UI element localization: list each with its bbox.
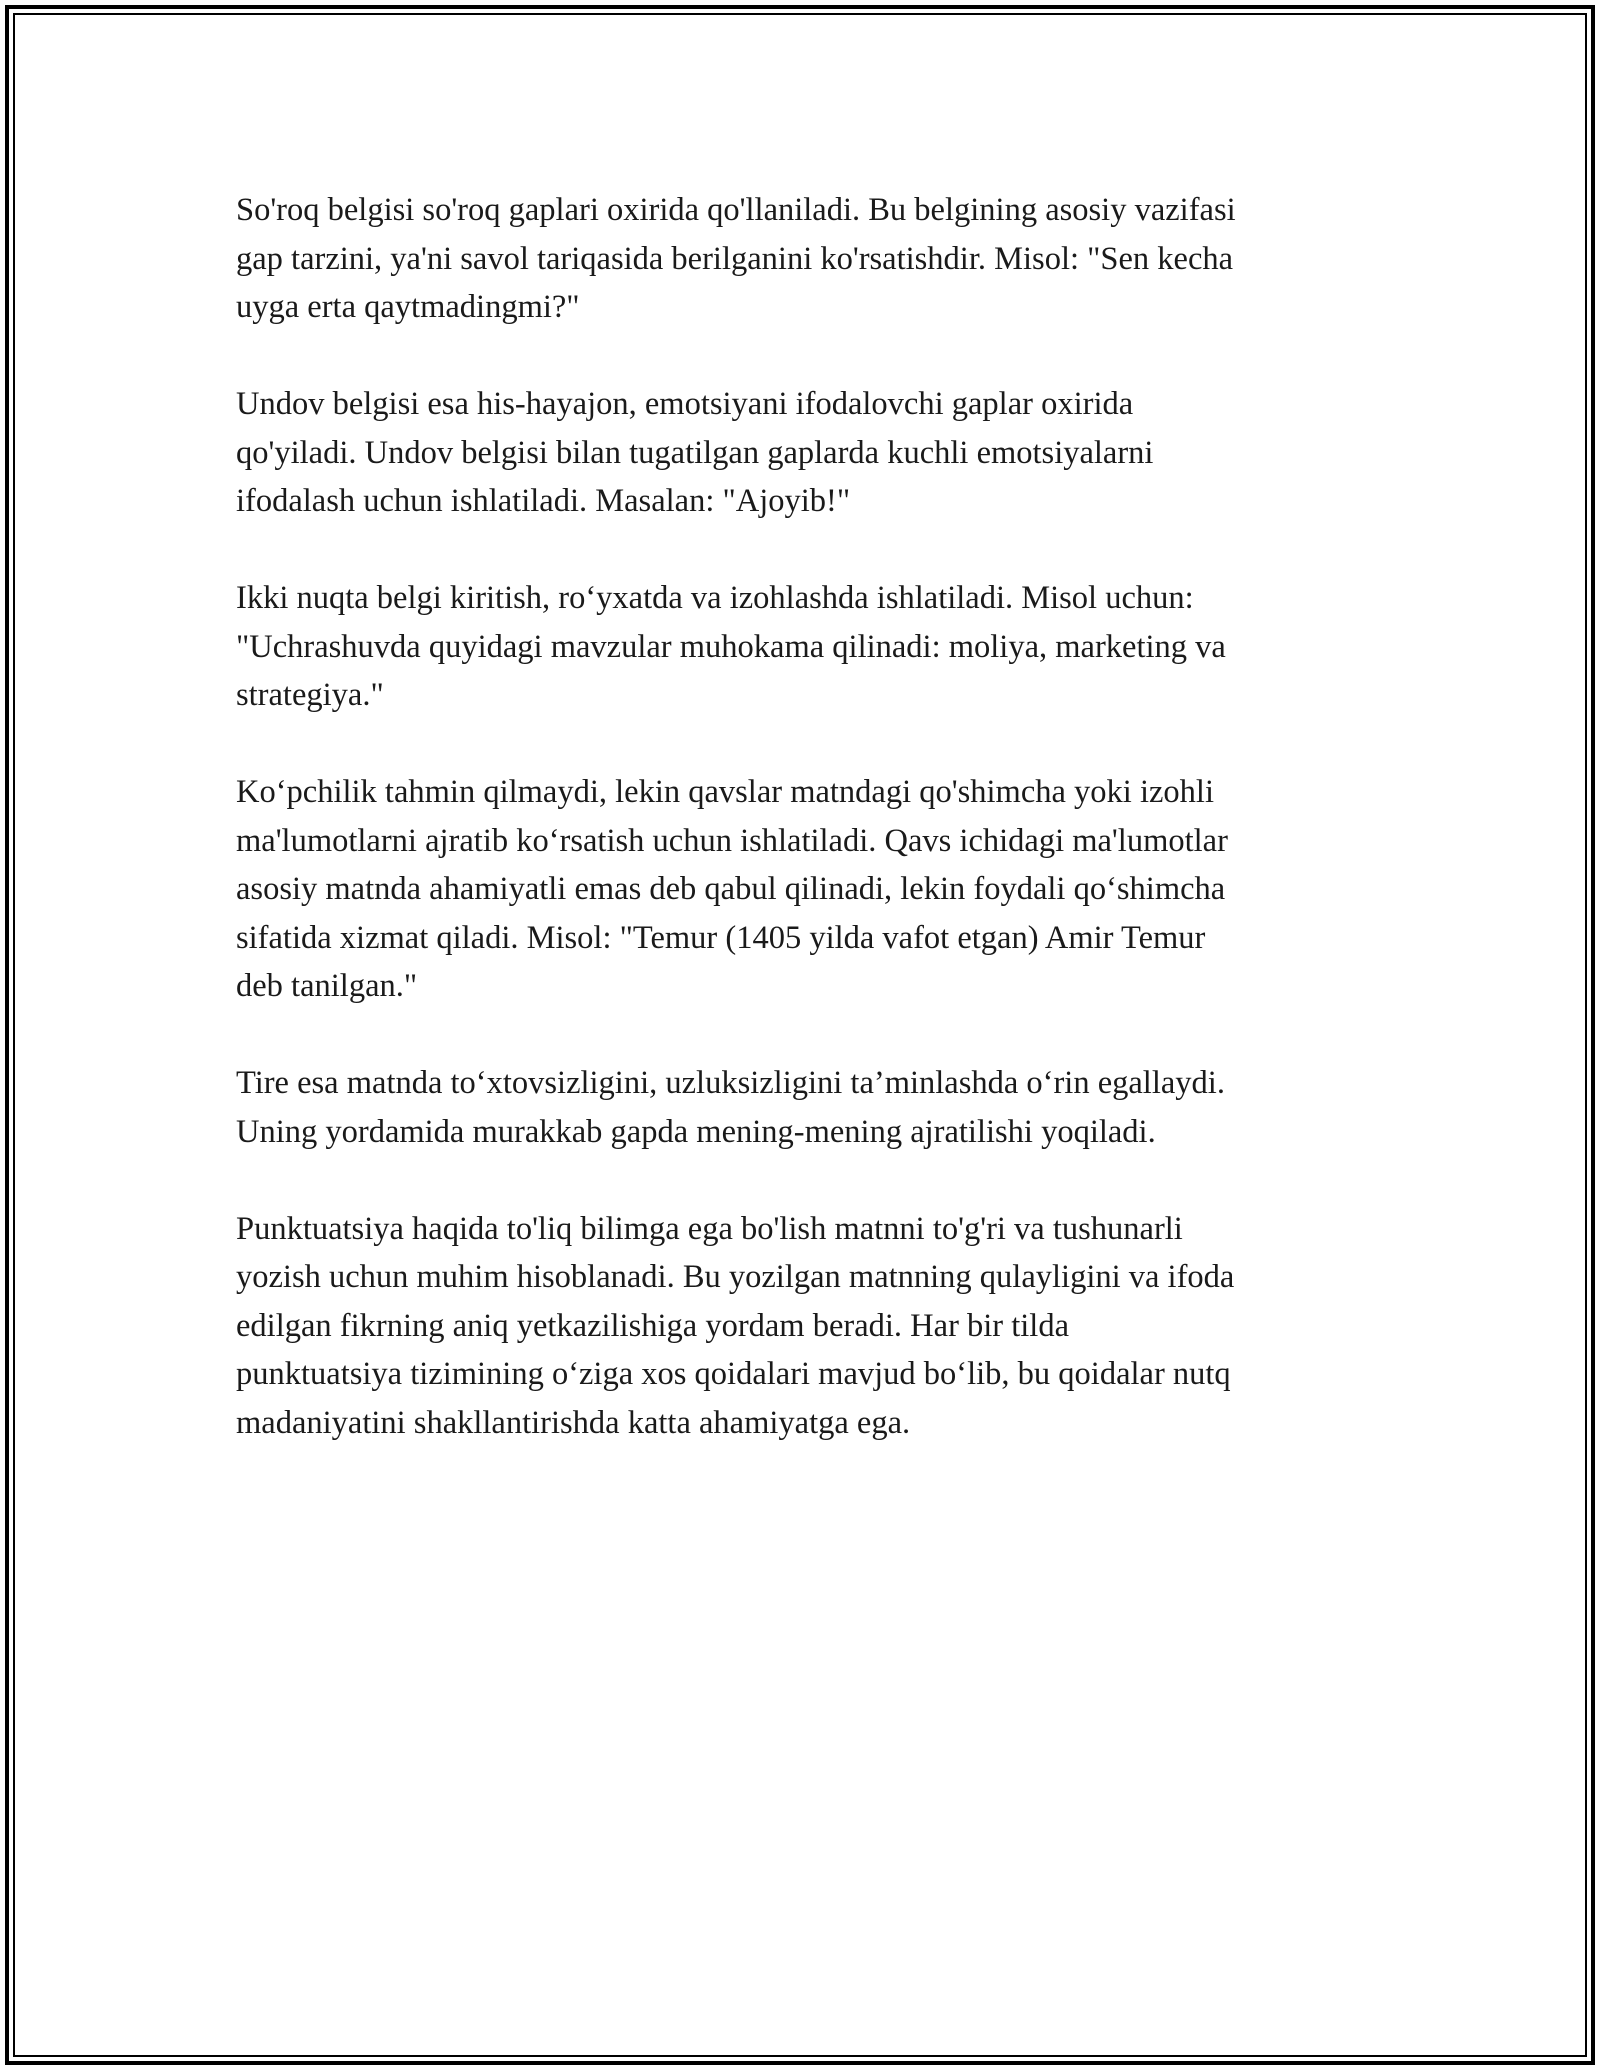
paragraph-question-mark: So'roq belgisi so'roq gaplari oxirida qo'llaniladi. Bu belgining asosiy vazifasi gap tarzini, ya'ni savol tariqasida berilganini ko'rsatishdir. Misol: "Sen kecha uyga erta qaytmadingmi?" bbox=[236, 192, 1236, 325]
paragraph-conclusion: Punktuatsiya haqida to'liq bilimga ega bo'lish matnni to'g'ri va tushunarli yozish uchun muhim hisoblanadi. Bu yozilgan matnning qulayligini va ifoda edilgan fikrning aniq yetkazilishiga yordam beradi. Har bir tilda punktuatsiya tizimining oʻziga xos qoidalari mavjud boʻlib, bu qoidalar nutq madaniyatini shakllantirishda katta ahamiyatga ega. bbox=[236, 1210, 1235, 1441]
paragraph-dash: Tire esa matnda toʻxtovsizligini, uzluksizligini ta’minlashda oʻrin egallaydi. Uning yordamida murakkab gapda mening-mening ajratilishi yoqiladi. bbox=[236, 1065, 1225, 1150]
paragraph-colon: Ikki nuqta belgi kiritish, roʻyxatda va izohlashda ishlatiladi. Misol uchun: "Uchrashuvda quyidagi mavzular muhokama qilinadi: moliya, marketing va strategiya." bbox=[236, 580, 1226, 713]
paragraph-parentheses: Koʻpchilik tahmin qilmaydi, lekin qavslar matndagi qo'shimcha yoki izohli ma'lumotlarni ajratib koʻrsatish uchun ishlatiladi. Qavs ichidagi ma'lumotlar asosiy matnda ahamiyatli emas deb qabul qilinadi, lekin foydali qoʻshimcha sifatida xizmat qiladi. Misol: "Temur (1405 yilda vafot etgan) Amir Temur deb tanilgan." bbox=[236, 774, 1228, 1004]
paragraph-exclamation-mark: Undov belgisi esa his-hayajon, emotsiyani ifodalovchi gaplar oxirida qo'yiladi. Undov belgisi bilan tugatilgan gaplarda kuchli emotsiyalarni ifodalash uchun ishlatiladi. Masalan: "Ajoyib!" bbox=[236, 386, 1154, 519]
document-body bbox=[236, 186, 1366, 1447]
